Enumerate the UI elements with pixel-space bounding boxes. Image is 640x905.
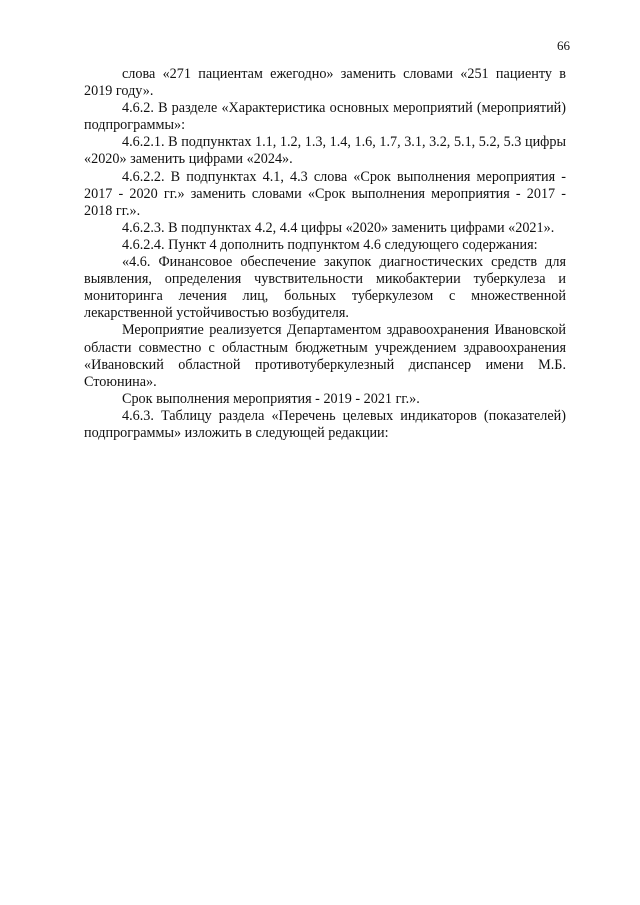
page-number: 66 [557, 38, 570, 53]
paragraph-4-6-2-2: 4.6.2.2. В подпунктах 4.1, 4.3 слова «Срок выполнения мероприятия - 2017 - 2020 гг.» заменить словами «Срок выполнения мероприятия - 2017 - 2018 гг.». [84, 168, 566, 219]
paragraph-deadline: Срок выполнения мероприятия - 2019 - 2021 гг.». [122, 390, 420, 407]
paragraph-4-6-2-1: 4.6.2.1. В подпунктах 1.1, 1.2, 1.3, 1.4, 1.6, 1.7, 3.1, 3.2, 5.1, 5.2, 5.3 цифры «2020» заменить цифрами «2024». [84, 134, 566, 168]
paragraph-4-6-financing: «4.6. Финансовое обеспечение закупок диагностических средств для выявления, определения чувствительности микобактерии туберкулеза и мониторинга лечения лиц, больных туберкулезом с множественной лекарственной устойчивостью возбудителя. [84, 254, 566, 322]
paragraph-4-6-2: 4.6.2. В разделе «Характеристика основных мероприятий (мероприятий) подпрограммы»: [84, 100, 566, 134]
paragraph-replace-patients: слова «271 пациентам ежегодно» заменить словами «251 пациенту в 2019 году». [84, 66, 566, 100]
paragraph-4-6-2-3: 4.6.2.3. В подпунктах 4.2, 4.4 цифры «2020» заменить цифрами «2021». [122, 219, 555, 236]
paragraph-implementer: Мероприятие реализуется Департаментом здравоохранения Ивановской области совместно с областным бюджетным учреждением здравоохранения «Ивановский областной противотуберкулезный диспансер имени М.Б. Стоюнина». [84, 322, 566, 390]
document-body [84, 66, 566, 442]
paragraph-4-6-3: 4.6.3. Таблицу раздела «Перечень целевых индикаторов (показателей) подпрограммы» изложить в следующей редакции: [84, 407, 566, 441]
paragraph-4-6-2-4: 4.6.2.4. Пункт 4 дополнить подпунктом 4.6 следующего содержания: [122, 236, 538, 253]
